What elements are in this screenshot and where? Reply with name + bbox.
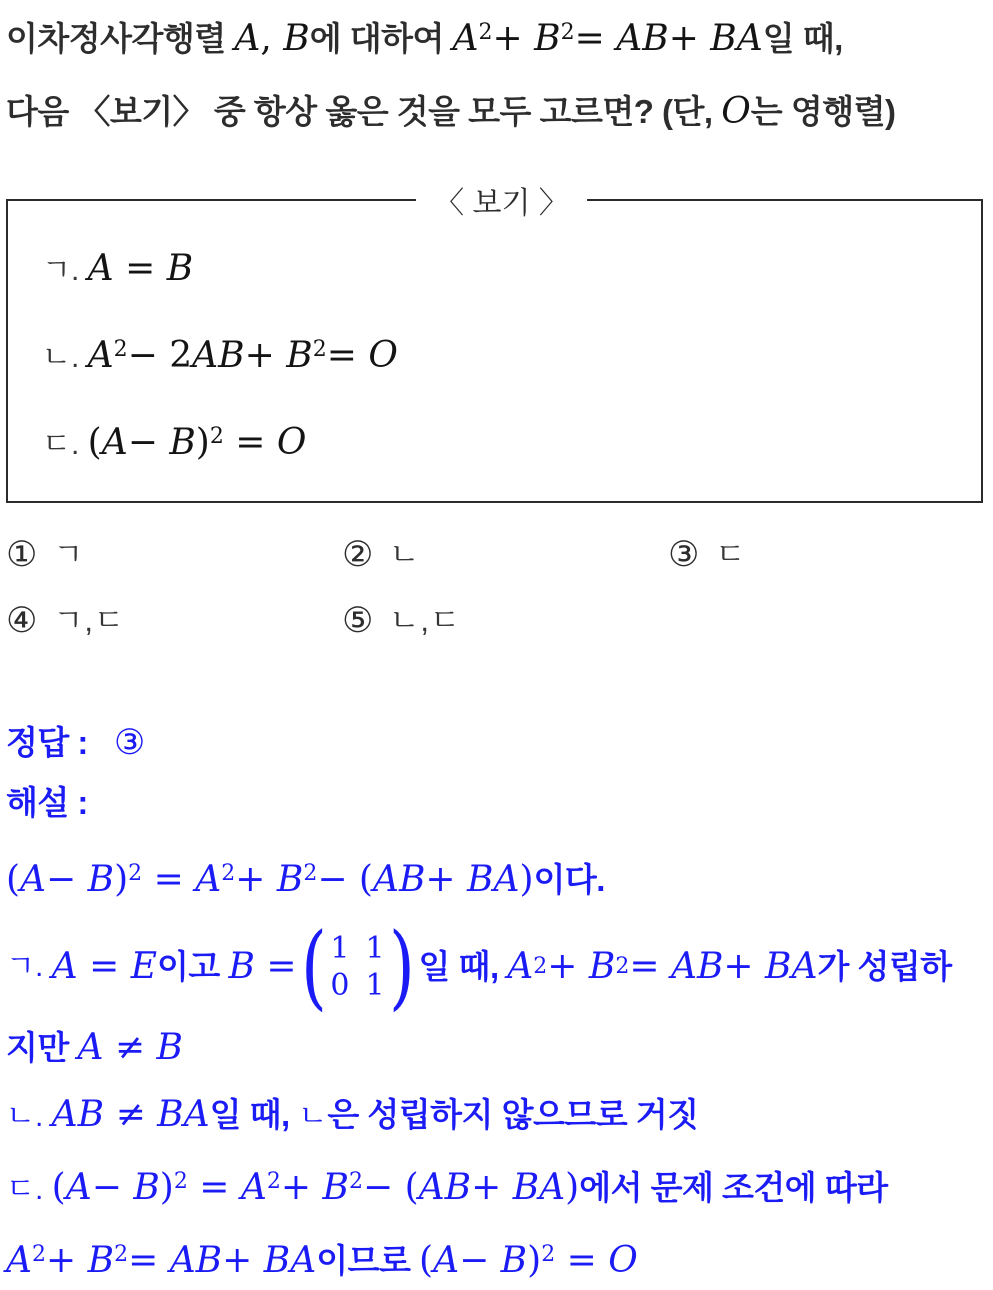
text-run: + bbox=[280, 1167, 323, 1209]
text-run: − bbox=[91, 1167, 134, 1209]
text-run: = bbox=[142, 859, 196, 900]
text-run: AB bbox=[192, 335, 245, 376]
text-run: A bbox=[20, 859, 47, 900]
explanation-line-1 bbox=[6, 852, 987, 909]
text-run: B bbox=[322, 1167, 349, 1209]
text-run: B bbox=[534, 18, 561, 59]
text-run: A bbox=[101, 422, 128, 463]
text-run: 는 영행렬) bbox=[750, 93, 896, 130]
text-run: + bbox=[46, 1240, 88, 1282]
text-run: ( bbox=[87, 422, 102, 463]
explanation-line-6 bbox=[6, 1233, 987, 1290]
text-run: ≠ bbox=[115, 1094, 158, 1136]
text-run: B bbox=[87, 1240, 115, 1282]
text-run: A bbox=[6, 1240, 32, 1282]
text-run: A bbox=[51, 945, 90, 987]
text-run: ㄱ. bbox=[6, 949, 52, 983]
text-run: 이고 bbox=[157, 947, 229, 985]
text-run: + bbox=[425, 859, 468, 900]
choice-5 bbox=[342, 601, 668, 641]
text-run: 이다. bbox=[533, 861, 605, 898]
text-run: + bbox=[668, 18, 711, 59]
text-run: AB bbox=[169, 1240, 223, 1282]
text-run: ) bbox=[527, 1240, 542, 1282]
text-run: 2 bbox=[560, 20, 575, 45]
text-run: A bbox=[87, 335, 114, 376]
choice-1-label: ㄱ bbox=[53, 537, 85, 572]
text-run: 2 bbox=[221, 861, 236, 886]
text-run: 2 bbox=[348, 1169, 363, 1195]
text-run: B bbox=[156, 1027, 183, 1069]
text-run: 2 bbox=[303, 861, 318, 886]
text-run: BA bbox=[710, 18, 763, 59]
explanation-label: 해설 : bbox=[6, 784, 88, 821]
bogi-title: 〈 보기 〉 bbox=[434, 187, 569, 220]
text-run: 다음 〈보기〉 중 항상 옳은 것을 모두 고르면? (단, bbox=[6, 93, 722, 130]
answer-value: ③ bbox=[113, 723, 146, 763]
text-run: 이므로 bbox=[316, 1242, 420, 1280]
text-run: A bbox=[65, 1167, 92, 1209]
choice-2-label: ㄴ bbox=[389, 537, 421, 572]
text-run: 일 때, bbox=[209, 1096, 299, 1134]
text-run: + bbox=[547, 945, 589, 987]
text-run: ) bbox=[195, 422, 210, 463]
text-run: ㄷ. bbox=[6, 1173, 52, 1207]
text-run: AB bbox=[670, 945, 724, 987]
text-run: 2 bbox=[209, 424, 224, 449]
bogi-item-g bbox=[42, 242, 961, 303]
text-run: AB bbox=[372, 859, 426, 900]
text-run: , bbox=[260, 18, 284, 59]
text-run: B bbox=[588, 945, 616, 987]
text-run: ㄱ. bbox=[42, 254, 88, 287]
explanation-line-4 bbox=[6, 1093, 987, 1144]
text-run: A bbox=[234, 18, 261, 59]
text-run: 에서 문제 조건에 따라 bbox=[579, 1169, 888, 1207]
text-run: = bbox=[187, 1167, 241, 1209]
answer-section bbox=[6, 723, 987, 1290]
choice-1-number: ① bbox=[6, 535, 38, 575]
text-run: E bbox=[130, 945, 157, 987]
text-run: A bbox=[452, 18, 479, 59]
text-run: = bbox=[223, 422, 277, 463]
text-run: AB bbox=[616, 18, 669, 59]
text-run: ㄴ. bbox=[42, 341, 88, 374]
text-run: − bbox=[459, 1240, 501, 1282]
text-run: O bbox=[721, 91, 751, 132]
text-run: BA bbox=[765, 945, 818, 987]
choice-3-label: ㄷ bbox=[715, 537, 747, 572]
text-run: 2 bbox=[615, 953, 630, 979]
text-run: 2 bbox=[312, 337, 327, 362]
text-run: ( bbox=[6, 859, 21, 900]
text-run: BA bbox=[157, 1094, 210, 1136]
matrix-2x2 bbox=[300, 913, 415, 1020]
text-run: B bbox=[166, 248, 194, 289]
text-run: + bbox=[235, 859, 277, 900]
text-run: B bbox=[169, 422, 196, 463]
text-run: A bbox=[240, 1167, 267, 1209]
text-run: O bbox=[276, 422, 307, 463]
text-run: = bbox=[326, 335, 369, 376]
text-run: 2 bbox=[128, 861, 143, 886]
choice-3 bbox=[668, 535, 987, 575]
choice-2-number: ② bbox=[342, 535, 374, 575]
text-run: ( bbox=[419, 1240, 434, 1282]
matrix-entry: 1 bbox=[365, 930, 385, 966]
choice-5-number: ⑤ bbox=[342, 601, 374, 641]
problem-statement bbox=[6, 8, 987, 144]
text-run: + bbox=[723, 945, 766, 987]
text-run: A bbox=[87, 248, 126, 289]
text-run: B bbox=[133, 1167, 160, 1209]
text-run: + bbox=[244, 335, 287, 376]
worksheet-page bbox=[6, 8, 987, 1290]
text-run: − 2 bbox=[127, 335, 193, 376]
text-run: 2 bbox=[32, 1242, 46, 1268]
matrix-entry: 1 bbox=[330, 930, 350, 966]
matrix-entry: 1 bbox=[365, 967, 385, 1003]
text-run: O bbox=[368, 335, 398, 376]
text-run: 에 대하여 bbox=[309, 20, 453, 57]
matrix-entries bbox=[326, 930, 388, 1004]
text-run: + bbox=[471, 1167, 513, 1209]
text-run: − bbox=[46, 859, 88, 900]
text-run: = bbox=[629, 945, 671, 987]
text-run: = bbox=[128, 1240, 170, 1282]
text-run: 2 bbox=[478, 20, 493, 45]
text-run: − ( bbox=[317, 859, 373, 900]
text-run: ㄷ. bbox=[42, 428, 88, 461]
text-run: − ( bbox=[362, 1167, 419, 1209]
text-run: ≠ bbox=[114, 1027, 157, 1069]
text-run: AB bbox=[418, 1167, 472, 1209]
text-run: BA bbox=[263, 1240, 317, 1282]
text-run: B bbox=[276, 859, 304, 900]
text-run: + bbox=[222, 1240, 264, 1282]
text-run: AB bbox=[51, 1094, 116, 1136]
bogi-item-n bbox=[42, 323, 961, 390]
bogi-box bbox=[6, 178, 983, 503]
matrix-left-paren: ( bbox=[300, 913, 327, 1020]
explanation-line-2 bbox=[6, 913, 987, 1020]
text-run: = bbox=[125, 248, 167, 289]
text-run: B bbox=[87, 859, 115, 900]
choice-5-label: ㄴ,ㄷ bbox=[389, 603, 461, 638]
text-run: B bbox=[286, 335, 313, 376]
text-run: = bbox=[574, 18, 617, 59]
bogi-item-d bbox=[42, 410, 961, 477]
text-run: BA bbox=[467, 859, 520, 900]
text-run: − bbox=[127, 422, 170, 463]
text-run: 일 때, bbox=[762, 20, 843, 57]
text-run: 2 bbox=[541, 1242, 556, 1268]
text-run: ) bbox=[565, 1167, 580, 1209]
text-run: = bbox=[555, 1240, 609, 1282]
text-run: ) bbox=[114, 859, 129, 900]
text-run: A bbox=[195, 859, 222, 900]
text-run: 2 bbox=[173, 1169, 188, 1195]
text-run: ㄴ. bbox=[6, 1100, 52, 1134]
text-run: ) bbox=[519, 859, 534, 900]
choice-options bbox=[6, 535, 987, 641]
choice-4 bbox=[6, 601, 342, 641]
problem-line-1 bbox=[6, 8, 987, 71]
text-run: A bbox=[507, 945, 534, 987]
text-run: 일 때, bbox=[418, 947, 508, 985]
choice-4-label: ㄱ,ㄷ bbox=[53, 603, 125, 638]
explanation-body bbox=[6, 852, 987, 1290]
problem-line-2 bbox=[6, 87, 987, 144]
text-run: + bbox=[492, 18, 535, 59]
answer-label: 정답 : bbox=[6, 724, 88, 761]
explanation-line-3 bbox=[6, 1026, 987, 1077]
text-run: 지만 bbox=[6, 1029, 78, 1067]
matrix-right-paren: ) bbox=[388, 913, 415, 1020]
text-run: 2 bbox=[113, 337, 128, 362]
choice-1 bbox=[6, 535, 342, 575]
text-run: 2 bbox=[266, 1169, 281, 1195]
text-run: B bbox=[500, 1240, 528, 1282]
text-run: 은 성립하지 않으므로 거짓 bbox=[327, 1096, 699, 1134]
choice-4-number: ④ bbox=[6, 601, 38, 641]
text-run: 가 성립하 bbox=[817, 947, 952, 985]
text-run: 2 bbox=[114, 1242, 129, 1268]
text-run: ) bbox=[159, 1167, 174, 1209]
text-run: = bbox=[89, 945, 131, 987]
text-run: 이차정사각행렬 bbox=[6, 20, 235, 57]
explanation-line-5 bbox=[6, 1160, 987, 1217]
text-run: = bbox=[266, 945, 297, 987]
matrix-entry: 0 bbox=[330, 967, 350, 1003]
text-run: B bbox=[228, 945, 267, 987]
text-run: A bbox=[77, 1027, 115, 1069]
choice-2 bbox=[342, 535, 668, 575]
choice-3-number: ③ bbox=[668, 535, 700, 575]
text-run: O bbox=[608, 1240, 638, 1282]
answer-line bbox=[6, 723, 987, 763]
text-run: ( bbox=[51, 1167, 66, 1209]
text-run: BA bbox=[512, 1167, 566, 1209]
text-run: B bbox=[283, 18, 310, 59]
text-run: 2 bbox=[533, 953, 548, 979]
text-run: A bbox=[433, 1240, 460, 1282]
text-run: ㄴ bbox=[298, 1100, 328, 1134]
